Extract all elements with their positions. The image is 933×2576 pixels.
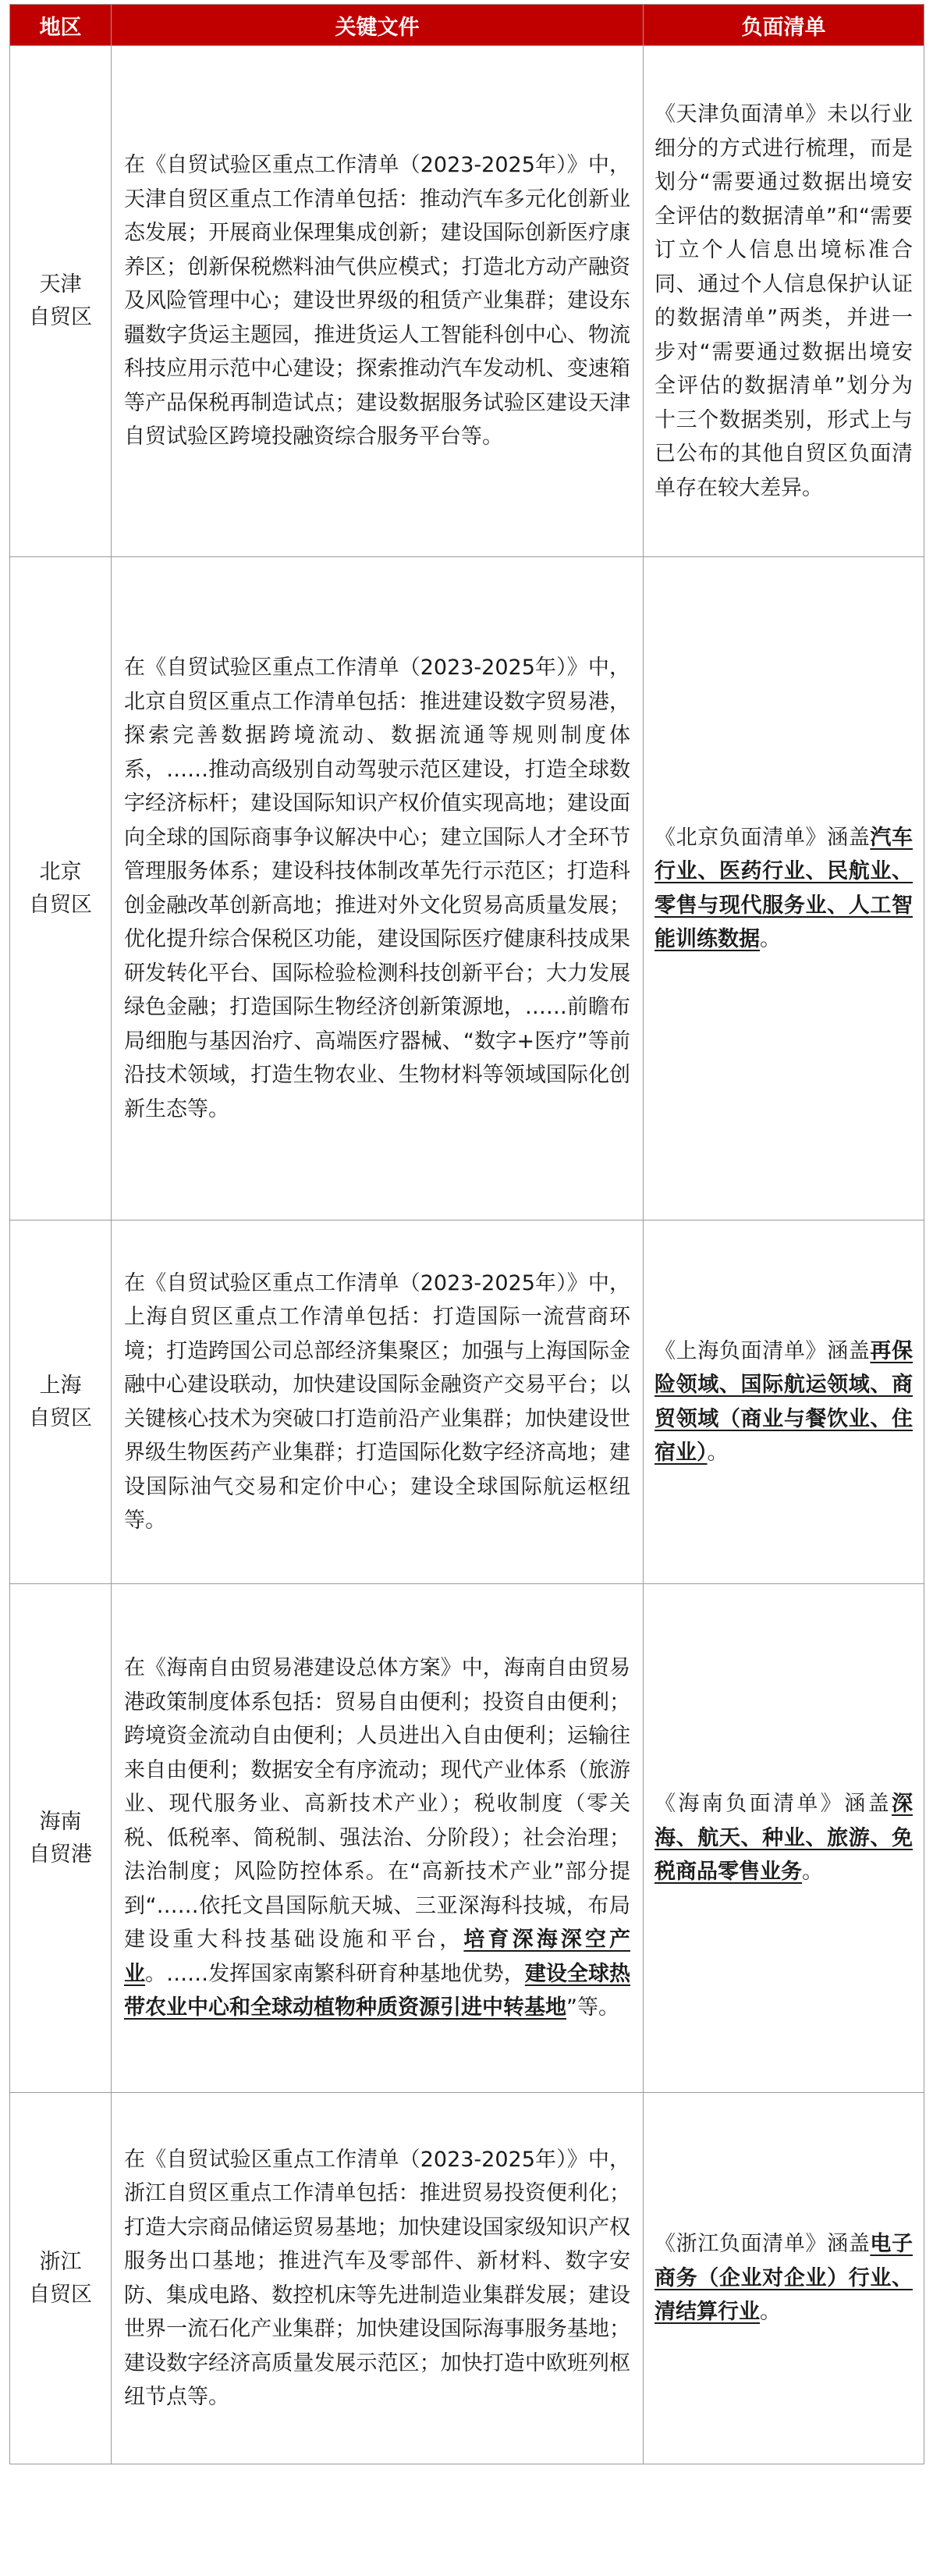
negative-list-sectors: 深海、航天、种业、旅游、免税商品零售业务 <box>655 1792 913 1885</box>
region-cell <box>10 1584 112 2093</box>
key-documents-cell: 在《自贸试验区重点工作清单（2023-2025年）》中，天津自贸区重点工作清单包括：推动汽车多元化创新业态发展；开展商业保理集成创新；建设国际创新医疗康养区；创新保税燃料油气供应模式；打造北方动产融资及风险管理中心；建设世界级的租赁产业集群；建设东疆数字货运主题园，推进货运人工智能科创中心、物流科技应用示范中心建设；探索推动汽车发动机、变速箱等产品保税再制造试点；建设数据服务试验区建设天津自贸试验区跨境投融资综合服务平台等。 <box>112 46 644 557</box>
key-documents-cell: 在《自贸试验区重点工作清单（2023-2025年）》中，北京自贸区重点工作清单包括：推进建设数字贸易港，探索完善数据跨境流动、数据流通等规则制度体系，……推动高级别自动驾驶示范区建设，打造全球数字经济标杆；建设国际知识产权价值实现高地；建设面向全球的国际商事争议解决中心；建立国际人才全环节管理服务体系；建设科技体制改革先行示范区；打造科创金融改革创新高地；推进对外文化贸易高质量发展；优化提升综合保税区功能，建设国际医疗健康科技成果研发转化平台、国际检验检测科技创新平台；大力发展绿色金融；打造国际生物经济创新策源地，……前瞻布局细胞与基因治疗、高端医疗器械、“数字+医疗”等前沿技术领域，打造生物农业、生物材料等领域国际化创新生态等。 <box>112 557 644 1220</box>
region-type: 自贸区 <box>29 305 92 329</box>
region-cell <box>10 2093 112 2464</box>
region-name: 北京 <box>39 859 82 884</box>
table-header-row <box>10 5 924 46</box>
region-cell <box>10 46 112 557</box>
region-name: 上海 <box>39 1373 82 1398</box>
region-type: 自贸区 <box>29 1405 92 1430</box>
free-trade-zone-table <box>9 4 924 2464</box>
header-negative-list: 负面清单 <box>644 5 924 46</box>
table-row-tianjin <box>10 46 924 557</box>
region-name: 浙江 <box>39 2249 82 2274</box>
negative-list-sectors: 电子商务（企业对企业）行业、清结算行业 <box>655 2232 913 2325</box>
documents-text-part: 在《海南自由贸易港建设总体方案》中，海南自由贸易港政策制度体系包括：贸易自由便利；投资自由便利；跨境资金流动自由便利；人员进出入自由便利；运输往来自由便利；数据安全有序流动；现代产业体系（旅游业、现代服务业、高新技术产业）；税收制度（零关税、低税率、简税制、强法治、分阶段）；社会治理；法治制度；风险防控体系。在“高新技术产业”部分提到“……依托文昌国际航天城、三亚深海科技城，布局建设重大科技基础设施和平台， <box>124 1656 630 1952</box>
header-key-documents: 关键文件 <box>112 5 644 46</box>
negative-list-prefix: 《北京负面清单》涵盖 <box>655 825 871 850</box>
documents-text-part: ”等。 <box>566 1995 619 2020</box>
negative-list-cell <box>644 1220 924 1584</box>
negative-list-suffix: 。 <box>760 927 781 951</box>
documents-text-part: 。……发挥国家南繁科研育种基地优势， <box>145 1961 525 1986</box>
table-row-zhejiang <box>10 2093 924 2464</box>
negative-list-sectors: 汽车行业、医药行业、民航业、零售与现代服务业、人工智能训练数据 <box>655 825 913 951</box>
key-documents-cell: 在《自贸试验区重点工作清单（2023-2025年）》中，浙江自贸区重点工作清单包括：推进贸易投资便利化；打造大宗商品储运贸易基地；加快建设国家级知识产权服务出口基地；推进汽车及零部件、新材料、数字安防、集成电路、数控机床等先进制造业集群发展；建设世界一流石化产业集群；加快建设国际海事服务基地；建设数字经济高质量发展示范区；加快打造中欧班列枢纽节点等。 <box>112 2093 644 2464</box>
key-documents-cell: 在《自贸试验区重点工作清单（2023-2025年）》中，上海自贸区重点工作清单包括：打造国际一流营商环境；打造跨国公司总部经济集聚区；加强与上海国际金融中心建设联动，加快建设国际金融资产交易平台；以关键核心技术为突破口打造前沿产业集群；加快建设世界级生物医药产业集群；打造国际化数字经济高地；建设国际油气交易和定价中心；建设全球国际航运枢纽等。 <box>112 1220 644 1584</box>
documents-highlight: 建设全球热带农业中心和全球动植物种质资源引进中转基地 <box>124 1961 631 2020</box>
table-row-hainan <box>10 1584 924 2093</box>
region-name: 海南 <box>39 1809 82 1834</box>
region-cell <box>10 1220 112 1584</box>
negative-list-cell <box>644 2093 924 2464</box>
region-type: 自贸区 <box>29 892 92 917</box>
region-type: 自贸区 <box>29 2282 92 2307</box>
header-region: 地区 <box>10 5 112 46</box>
negative-list-cell <box>644 557 924 1220</box>
region-name: 天津 <box>39 272 82 297</box>
negative-list-cell: 《天津负面清单》未以行业细分的方式进行梳理，而是划分“需要通过数据出境安全评估的数据清单”和“需要订立个人信息出境标准合同、通过个人信息保护认证的数据清单”两类，并进一步对“需要通过数据出境安全评估的数据清单”划分为十三个数据类别，形式上与已公布的其他自贸区负面清单存在较大差异。 <box>644 46 924 557</box>
table-row-shanghai <box>10 1220 924 1584</box>
key-documents-cell <box>112 1584 644 2093</box>
negative-list-suffix: 。 <box>760 2300 781 2325</box>
region-type: 自贸港 <box>29 1842 92 1867</box>
negative-list-prefix: 《上海负面清单》涵盖 <box>655 1338 871 1363</box>
negative-list-prefix: 《海南负面清单》涵盖 <box>655 1792 892 1817</box>
documents-highlight: 培育深海深空产业 <box>124 1928 631 1986</box>
negative-list-prefix: 《浙江负面清单》涵盖 <box>655 2232 871 2257</box>
negative-list-suffix: 。 <box>707 1441 729 1465</box>
region-cell <box>10 557 112 1220</box>
negative-list-cell <box>644 1584 924 2093</box>
negative-list-sectors: 再保险领域、国际航运领域、商贸领域（商业与餐饮业、住宿业） <box>655 1338 913 1465</box>
free-trade-zone-table-container <box>9 4 924 2464</box>
negative-list-suffix: 。 <box>802 1860 823 1885</box>
table-row-beijing <box>10 557 924 1220</box>
